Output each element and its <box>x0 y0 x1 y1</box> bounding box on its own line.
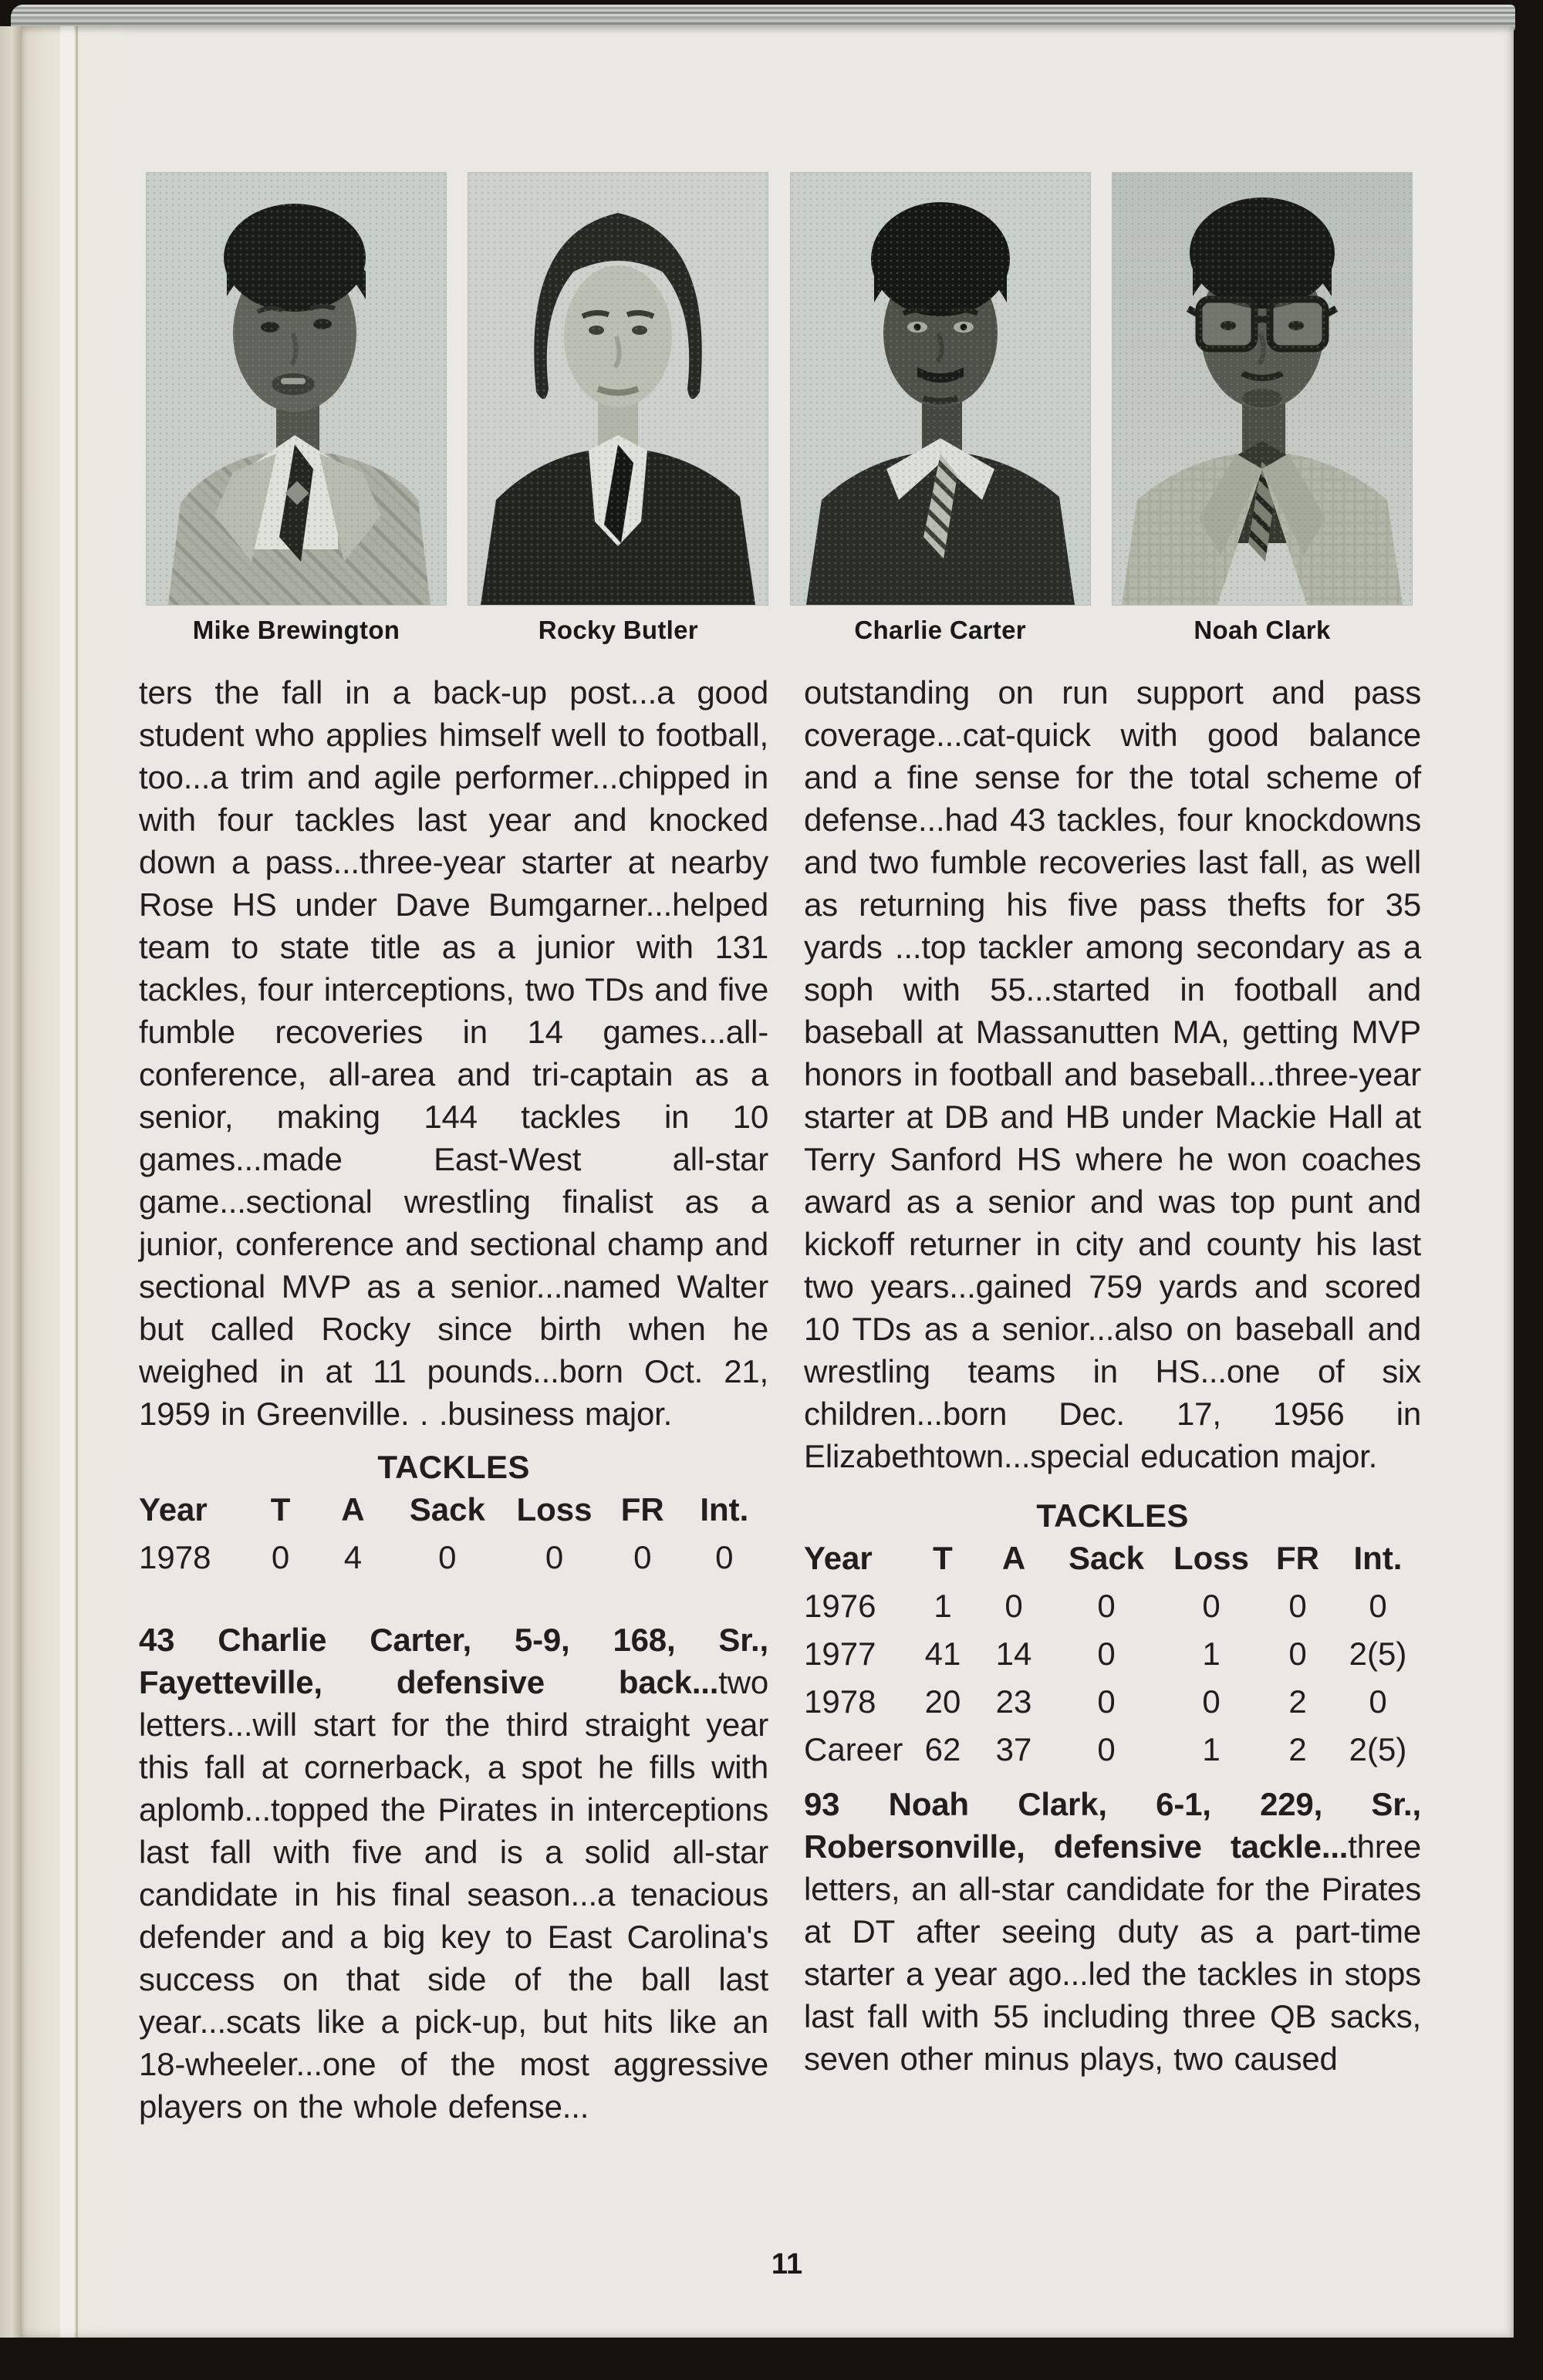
cell-year: 1978 <box>804 1683 876 1720</box>
col-sack: Sack <box>1068 1540 1145 1576</box>
cell-value: 0 <box>1369 1588 1387 1624</box>
photo-caption: Mike Brewington <box>192 616 400 644</box>
charlie-carter-tackles-table <box>804 1534 1421 1774</box>
cell-value: 62 <box>924 1731 961 1767</box>
cell-value: 0 <box>1288 1636 1307 1672</box>
cell-value: 1 <box>1202 1731 1221 1767</box>
col-sack: Sack <box>409 1491 485 1528</box>
cell-year: 1977 <box>804 1636 876 1672</box>
player-rocky-butler <box>468 173 768 645</box>
charlie-carter-bio <box>139 1619 768 2128</box>
portrait-illustration <box>147 173 446 605</box>
cell-year: Career <box>804 1731 903 1767</box>
table-header-row <box>804 1534 1421 1582</box>
cell-value: 0 <box>633 1539 652 1575</box>
cell-value: 41 <box>924 1636 961 1672</box>
facing-page-edge <box>0 26 22 2338</box>
col-loss: Loss <box>516 1491 593 1528</box>
spine-crease <box>76 26 78 2338</box>
player-photo-charlie-carter <box>791 173 1090 605</box>
cell-value: 0 <box>271 1539 290 1575</box>
portrait-illustration <box>468 173 768 605</box>
table-row <box>139 1534 768 1582</box>
cell-value: 0 <box>438 1539 457 1575</box>
cell-value: 0 <box>1004 1588 1023 1624</box>
portrait-illustration <box>1113 173 1412 605</box>
player-charlie-carter <box>791 173 1090 645</box>
table-row <box>804 1630 1421 1678</box>
table-header-row <box>139 1486 768 1534</box>
player-noah-clark <box>1113 173 1412 645</box>
media-guide-page <box>22 26 1514 2338</box>
cell-value: 4 <box>343 1539 363 1575</box>
cell-year: 1978 <box>139 1539 211 1575</box>
cell-value: 2 <box>1288 1683 1307 1720</box>
cell-value: 0 <box>1097 1731 1116 1767</box>
col-int: Int. <box>700 1491 749 1528</box>
photo-caption: Charlie Carter <box>854 616 1026 644</box>
charlie-carter-bio-body: two letters...will start for the third straight year this fall at cornerback, a spot he fills with aplomb...topped the Pirates in interceptions last fall with five and is a solid all-star candidate in his final season...a tenacious defender and a big key to East Carolina's success on that side of the ball last year...scats like a pick-up, but hits like an 18-wheeler...one of the most aggressive players on the whole defense... <box>139 1664 768 2125</box>
cell-value: 0 <box>1097 1683 1116 1720</box>
rocky-butler-bio-continuation: ters the fall in a back-up post...a good student who applies himself well to football, too...a trim and agile performer...chipped in with four tackles last year and knocked down a pass...three-year starter at nearby Rose HS under Dave Bumgarner...helped team to state title as a junior with 131 tackles, four interceptions, two TDs and five fumble recoveries in 14 games...all-conference, all-area and tri-captain as a senior, making 144 tackles in 10 games...made East-West all-star game...sectional wrestling finalist as a junior, conference and sectional champ and sectional MVP as a senior...named Walter but called Rocky since birth when he weighed in at 11 pounds...born Oct. 21, 1959 in Greenville. . .business major. <box>139 674 768 1432</box>
cell-value: 0 <box>1097 1636 1116 1672</box>
player-photo-rocky-butler <box>468 173 768 605</box>
cell-value: 20 <box>924 1683 961 1720</box>
player-photo-noah-clark <box>1113 173 1412 605</box>
col-tackles: T <box>933 1540 953 1576</box>
col-tackles: T <box>270 1491 291 1528</box>
cell-value: 0 <box>1202 1588 1221 1624</box>
cell-value: 1 <box>934 1588 952 1624</box>
col-fr: FR <box>620 1491 664 1528</box>
cell-value: 37 <box>995 1731 1032 1767</box>
cell-value: 0 <box>545 1539 564 1575</box>
table-row <box>804 1582 1421 1630</box>
photo-caption: Rocky Butler <box>538 616 698 644</box>
cell-value: 0 <box>1288 1588 1307 1624</box>
spine-highlight <box>60 26 74 2338</box>
col-year: Year <box>804 1540 873 1576</box>
col-assists: A <box>1001 1540 1026 1576</box>
right-stats-title: TACKLES <box>1036 1497 1189 1534</box>
rocky-butler-tackles-table <box>139 1486 768 1582</box>
table-row <box>804 1678 1421 1726</box>
left-stats-title: TACKLES <box>377 1449 530 1485</box>
player-mike-brewington <box>147 173 446 645</box>
cell-value: 0 <box>715 1539 734 1575</box>
portrait-illustration <box>791 173 1090 605</box>
cell-value: 2(5) <box>1349 1636 1407 1672</box>
cell-value: 14 <box>995 1636 1032 1672</box>
cell-value: 2(5) <box>1349 1731 1407 1767</box>
col-year: Year <box>139 1491 208 1528</box>
charlie-carter-bio-lead: 43 Charlie Carter, 5-9, 168, Sr., Fayetteville, defensive back... <box>139 1622 768 1700</box>
cell-value: 0 <box>1202 1683 1221 1720</box>
charlie-carter-bio-continuation: outstanding on run support and pass coverage...cat-quick with good balance and a fine sense for the total scheme of defense...had 43 tackles, four knockdowns and two fumble recoveries last fall, as well as returning his five pass thefts for 35 yards ...top tackler among secondary as a soph with 55...started in football and baseball at Massanutten MA, getting MVP honors in football and baseball...three-year starter at DB and HB under Mackie Hall at Terry Sanford HS where he won coaches award as a senior and was top punt and kickoff returner in city and county his last two years...gained 759 yards and scored 10 TDs as a senior...also on baseball and wrestling teams in HS...one of six children...born Dec. 17, 1956 in Elizabethtown...special education major. <box>804 674 1421 1474</box>
player-photo-mike-brewington <box>147 173 446 605</box>
col-loss: Loss <box>1173 1540 1250 1576</box>
cell-value: 0 <box>1097 1588 1116 1624</box>
cell-value: 2 <box>1288 1731 1307 1767</box>
noah-clark-bio <box>804 1783 1421 2080</box>
col-assists: A <box>341 1491 365 1528</box>
noah-clark-bio-body: three letters, an all-star candidate for the Pirates at DT after seeing duty as a part-time starter a year ago...led the tackles in stops last fall with 55 including three QB sacks, seven other minus plays, two caused <box>804 1828 1421 2077</box>
col-int: Int. <box>1353 1540 1403 1576</box>
cell-year: 1976 <box>804 1588 876 1624</box>
player-photo-row <box>147 173 1412 645</box>
cell-value: 0 <box>1369 1683 1387 1720</box>
page-number: 11 <box>771 2248 803 2280</box>
left-text-column <box>139 671 768 2128</box>
photo-caption: Noah Clark <box>1194 616 1331 644</box>
right-text-column <box>804 671 1421 2080</box>
cell-value: 23 <box>995 1683 1032 1720</box>
col-fr: FR <box>1276 1540 1319 1576</box>
table-row <box>804 1726 1421 1774</box>
cell-value: 1 <box>1202 1636 1221 1672</box>
noah-clark-bio-lead: 93 Noah Clark, 6-1, 229, Sr., Robersonville, defensive tackle... <box>804 1786 1421 1865</box>
